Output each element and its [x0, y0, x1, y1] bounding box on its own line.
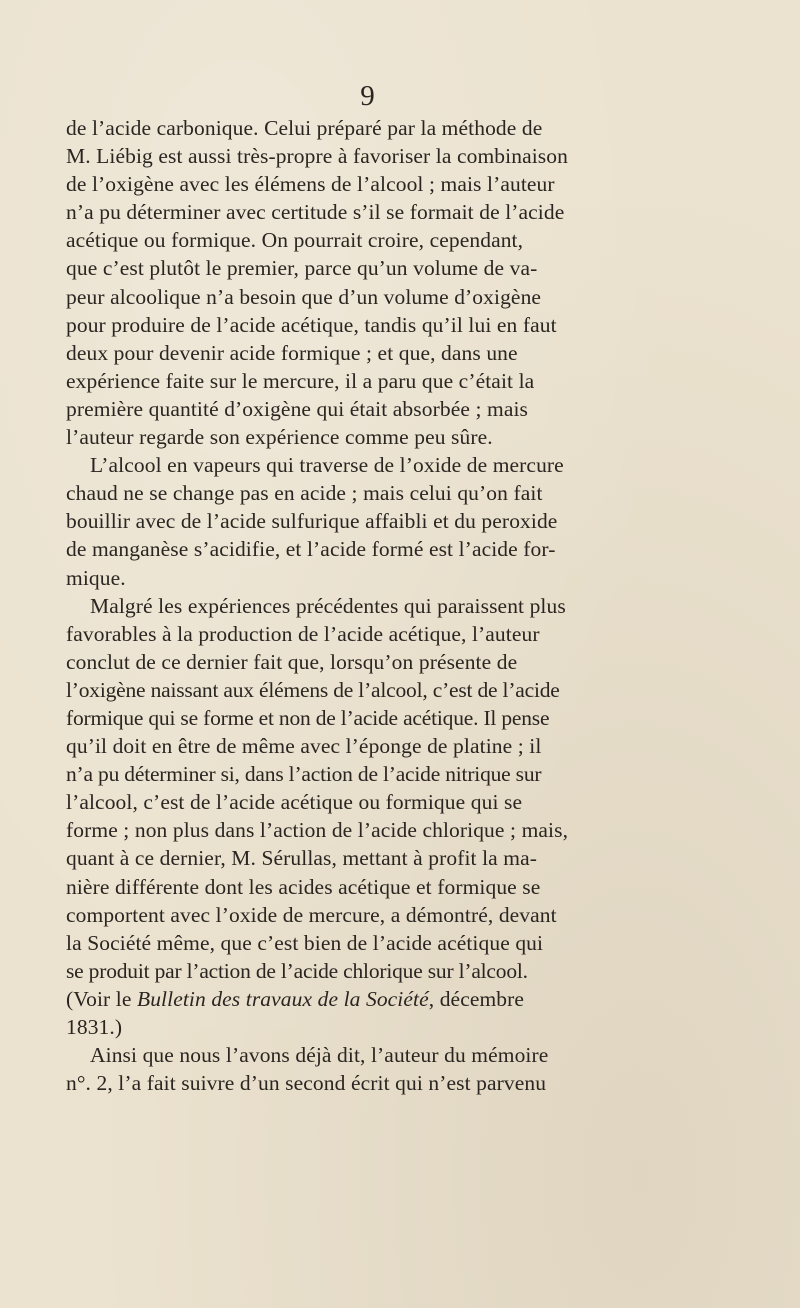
- citation-line: [66, 985, 800, 1013]
- paragraph-start-line: L’alcool en vapeurs qui traverse de l’oxide de mercure: [90, 453, 564, 478]
- text-line: de l’acide carbonique. Celui préparé par la méthode de: [66, 116, 543, 140]
- text-line: l’oxigène naissant aux élémens de l’alcool, c’est de l’acide: [66, 677, 560, 702]
- text-line: l’auteur regarde son expérience comme peu sûre.: [66, 425, 493, 450]
- citation-title: Bulletin des travaux de la Société: [136, 986, 429, 1011]
- text-line: deux pour devenir acide formique ; et que, dans une: [66, 340, 518, 365]
- text-line: n’a pu déterminer si, dans l’action de l’acide nitrique sur: [66, 762, 542, 787]
- text-line: peur alcoolique n’a besoin que d’un volume d’oxigène: [66, 284, 542, 309]
- text-line: quant à ce dernier, M. Sérullas, mettant à profit la ma-: [66, 846, 537, 871]
- text-line: que c’est plutôt le premier, parce qu’un volume de va-: [66, 256, 538, 281]
- body-text: [66, 114, 800, 1097]
- text-line: chaud ne se change pas en acide ; mais celui qu’on fait: [66, 481, 543, 506]
- page-number: 9: [360, 80, 375, 112]
- text-line: de l’oxigène avec les élémens de l’alcool ; mais l’auteur: [66, 172, 555, 197]
- text-line: M. Liébig est aussi très-propre à favoriser la combinaison: [66, 144, 568, 169]
- paragraph-start-line: Ainsi que nous l’avons déjà dit, l’auteur du mémoire: [90, 1043, 549, 1068]
- text-line: bouillir avec de l’acide sulfurique affaibli et du peroxide: [66, 509, 558, 534]
- text-line: de manganèse s’acidifie, et l’acide formé est l’acide for-: [66, 537, 556, 562]
- text-line: se produit par l’action de l’acide chlorique sur l’alcool.: [66, 958, 528, 983]
- text-line: qu’il doit en être de même avec l’éponge de platine ; il: [66, 734, 542, 759]
- text-line: acétique ou formique. On pourrait croire, cependant,: [66, 228, 524, 253]
- citation-prefix: (Voir le: [66, 986, 137, 1011]
- text-line: n°. 2, l’a fait suivre d’un second écrit qui n’est parvenu: [66, 1071, 547, 1096]
- citation-suffix: , décembre: [428, 986, 525, 1011]
- text-line: conclut de ce dernier fait que, lorsqu’on présente de: [66, 649, 518, 674]
- text-line: forme ; non plus dans l’action de l’acide chlorique ; mais,: [66, 818, 569, 843]
- text-line: nière différente dont les acides acétique et formique se: [66, 874, 541, 899]
- text-line: comportent avec l’oxide de mercure, a démontré, devant: [66, 902, 557, 927]
- text-line: n’a pu déterminer avec certitude s’il se formait de l’acide: [66, 200, 565, 225]
- text-line: favorables à la production de l’acide acétique, l’auteur: [66, 621, 540, 646]
- text-line: la Société même, que c’est bien de l’acide acétique qui: [66, 930, 544, 955]
- text-line: formique qui se forme et non de l’acide acétique. Il pense: [66, 705, 550, 730]
- text-line: pour produire de l’acide acétique, tandis qu’il lui en faut: [66, 312, 557, 337]
- text-line: première quantité d’oxigène qui était absorbée ; mais: [66, 396, 529, 421]
- text-line: 1831.): [66, 1015, 123, 1039]
- text-line: mique.: [66, 565, 126, 590]
- text-line: l’alcool, c’est de l’acide acétique ou formique qui se: [66, 790, 523, 815]
- text-line: expérience faite sur le mercure, il a paru que c’était la: [66, 368, 535, 393]
- paragraph-start-line: Malgré les expériences précédentes qui paraissent plus: [90, 593, 566, 618]
